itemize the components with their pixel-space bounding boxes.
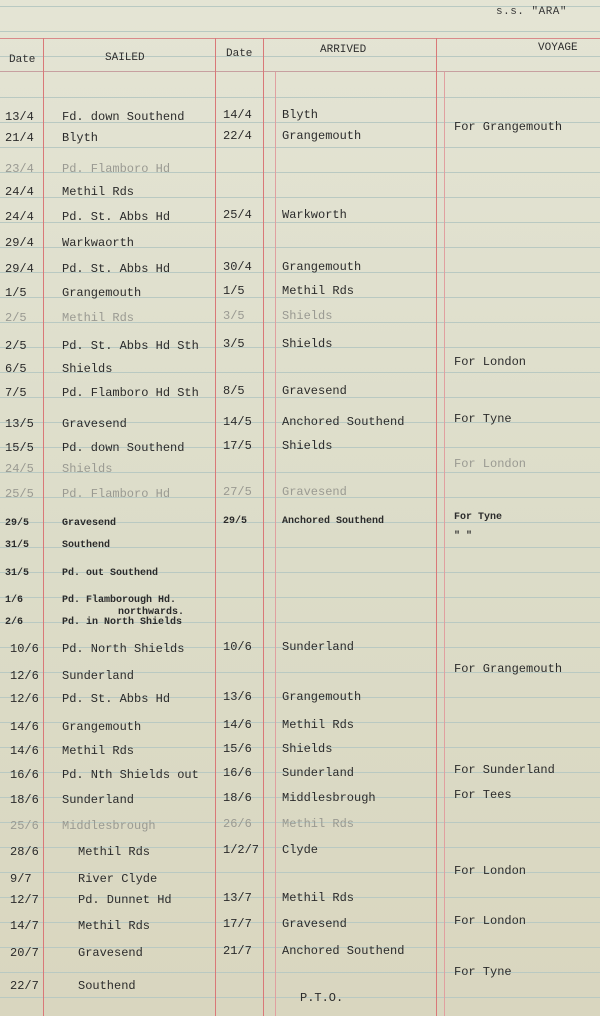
- sailed-date: 12/7: [10, 893, 39, 907]
- voyage-note: For London: [454, 355, 527, 369]
- arrived-place: Warkworth: [282, 208, 347, 222]
- sailed-place: Grangemouth: [62, 720, 142, 734]
- arrived-place: Methil Rds: [282, 284, 355, 298]
- sailed-place: River Clyde: [78, 872, 158, 886]
- sailed-date: 20/7: [10, 946, 39, 960]
- sailed-place: Sunderland: [62, 793, 135, 807]
- arrived-date: 21/7: [223, 944, 252, 958]
- arrived-date: 27/5: [223, 485, 252, 499]
- sailed-place: Gravesend: [62, 417, 127, 431]
- arrived-place: Grangemouth: [282, 129, 362, 143]
- sailed-date: 12/6: [10, 669, 39, 683]
- sailed-date: 23/4: [5, 162, 34, 176]
- arrived-place: Grangemouth: [282, 690, 362, 704]
- arrived-date: 25/4: [223, 208, 252, 222]
- arrived-place: Grangemouth: [282, 260, 362, 274]
- voyage-note: For London: [454, 457, 527, 471]
- sailed-place: Gravesend: [78, 946, 143, 960]
- arrived-date: 10/6: [223, 640, 252, 654]
- sailed-place: Warkwaorth: [62, 236, 135, 250]
- column-divider: [43, 38, 44, 1016]
- sailed-date: 9/7: [10, 872, 32, 886]
- sailed-place: Grangemouth: [62, 286, 142, 300]
- sailed-place: Southend: [78, 979, 136, 993]
- voyage-note: For Tees: [454, 788, 512, 802]
- arrived-date: 30/4: [223, 260, 252, 274]
- sailed-place: Middlesbrough: [62, 819, 156, 833]
- sailed-date: 14/7: [10, 919, 39, 933]
- sailed-date: 1/5: [5, 286, 27, 300]
- sailed-date: 24/4: [5, 185, 34, 199]
- sailed-date: 21/4: [5, 131, 34, 145]
- sailed-date: 29/4: [5, 236, 34, 250]
- arrived-place: Shields: [282, 337, 333, 351]
- sailed-date: 13/5: [5, 417, 34, 431]
- arrived-date: 16/6: [223, 766, 252, 780]
- sailed-place: Southend: [62, 540, 111, 551]
- arrived-place: Middlesbrough: [282, 791, 376, 805]
- sailed-date: 29/4: [5, 262, 34, 276]
- sailed-place: Methil Rds: [62, 311, 135, 325]
- voyage-note: " ": [454, 531, 473, 542]
- sailed-date: 15/5: [5, 441, 34, 455]
- sailed-date: 13/4: [5, 110, 34, 124]
- column-divider: [436, 38, 437, 1016]
- header-sailed: SAILED: [105, 52, 145, 64]
- sailed-date: 31/5: [5, 540, 30, 551]
- arrived-date: 26/6: [223, 817, 252, 831]
- sailed-place: Methil Rds: [62, 185, 135, 199]
- sailed-place: Pd. North Shields: [62, 642, 185, 656]
- column-divider: [444, 72, 445, 1016]
- sailed-date: 1/6: [5, 595, 24, 606]
- arrived-date: 8/5: [223, 384, 245, 398]
- sailed-place: Fd. down Southend: [62, 110, 185, 124]
- sailed-place: Pd. Flamboro Hd Sth: [62, 386, 199, 400]
- sailed-place: Shields: [62, 362, 113, 376]
- sailed-date: 2/6: [5, 617, 24, 628]
- arrived-date: 14/6: [223, 718, 252, 732]
- sailed-place: Blyth: [62, 131, 99, 145]
- header-date: Date: [9, 54, 36, 66]
- arrived-place: Gravesend: [282, 485, 347, 499]
- sailed-date: 24/5: [5, 462, 34, 476]
- sailed-date: 25/6: [10, 819, 39, 833]
- sailed-date: 14/6: [10, 720, 39, 734]
- column-divider: [275, 72, 276, 1016]
- voyage-note: For Grangemouth: [454, 120, 563, 134]
- sailed-place: Pd. St. Abbs Hd: [62, 210, 171, 224]
- sailed-date: 14/6: [10, 744, 39, 758]
- sailed-place: Pd. in North Shields: [62, 617, 183, 628]
- column-divider: [263, 38, 264, 1016]
- arrived-date: 17/7: [223, 917, 252, 931]
- header-bottom-rule: [0, 71, 600, 72]
- arrived-date: 29/5: [223, 516, 248, 527]
- sailed-place: Pd. down Southend: [62, 441, 185, 455]
- sailed-place: Pd. St. Abbs Hd: [62, 262, 171, 276]
- arrived-place: Gravesend: [282, 917, 347, 931]
- arrived-date: 18/6: [223, 791, 252, 805]
- arrived-place: Methil Rds: [282, 891, 355, 905]
- arrived-date: 3/5: [223, 337, 245, 351]
- sailed-date: 16/6: [10, 768, 39, 782]
- arrived-date: 1/5: [223, 284, 245, 298]
- arrived-place: Anchored Southend: [282, 516, 385, 527]
- sailed-place: Pd. out Southend: [62, 568, 159, 579]
- arrived-date: 3/5: [223, 309, 245, 323]
- sailed-place: Shields: [62, 462, 113, 476]
- sailed-place: Sunderland: [62, 669, 135, 683]
- sailed-date: 12/6: [10, 692, 39, 706]
- sailed-place: Pd. Nth Shields out: [62, 768, 199, 782]
- arrived-place: Sunderland: [282, 766, 355, 780]
- sailed-date: 29/5: [5, 518, 30, 529]
- sailed-date: 22/7: [10, 979, 39, 993]
- sailed-place: northwards.: [118, 607, 185, 618]
- sailed-date: 25/5: [5, 487, 34, 501]
- sailed-date: 10/6: [10, 642, 39, 656]
- sailed-date: 18/6: [10, 793, 39, 807]
- sailed-date: 2/5: [5, 339, 27, 353]
- sailed-place: Pd. St. Abbs Hd: [62, 692, 171, 706]
- arrived-date: 22/4: [223, 129, 252, 143]
- arrived-date: 1/2/7: [223, 843, 260, 857]
- sailed-date: 24/4: [5, 210, 34, 224]
- sailed-place: Methil Rds: [78, 919, 151, 933]
- voyage-note: For Tyne: [454, 965, 512, 979]
- sailed-date: 28/6: [10, 845, 39, 859]
- header-date-2: Date: [226, 48, 253, 60]
- sailed-place: Methil Rds: [78, 845, 151, 859]
- ship-title: s.s. "ARA": [496, 6, 568, 18]
- sailed-place: Methil Rds: [62, 744, 135, 758]
- voyage-note: For London: [454, 864, 527, 878]
- sailed-place: Gravesend: [62, 518, 117, 529]
- arrived-place: Anchored Southend: [282, 944, 405, 958]
- arrived-date: 15/6: [223, 742, 252, 756]
- voyage-note: For London: [454, 914, 527, 928]
- arrived-place: Shields: [282, 742, 333, 756]
- voyage-note: For Tyne: [454, 412, 512, 426]
- voyage-note: For Sunderland: [454, 763, 555, 777]
- sailed-date: 2/5: [5, 311, 27, 325]
- sailed-place: Pd. Flamborough Hd.: [62, 595, 177, 606]
- pto-note: P.T.O.: [300, 991, 344, 1005]
- sailed-place: Pd. Flamboro Hd: [62, 162, 171, 176]
- arrived-place: Anchored Southend: [282, 415, 405, 429]
- sailed-date: 7/5: [5, 386, 27, 400]
- arrived-date: 14/5: [223, 415, 252, 429]
- sailed-date: 6/5: [5, 362, 27, 376]
- arrived-date: 14/4: [223, 108, 252, 122]
- column-divider: [215, 38, 216, 1016]
- arrived-place: Methil Rds: [282, 817, 355, 831]
- arrived-date: 13/6: [223, 690, 252, 704]
- sailed-place: Pd. St. Abbs Hd Sth: [62, 339, 199, 353]
- arrived-date: 13/7: [223, 891, 252, 905]
- arrived-place: Sunderland: [282, 640, 355, 654]
- arrived-place: Shields: [282, 309, 333, 323]
- header-arrived: ARRIVED: [320, 44, 367, 56]
- arrived-place: Gravesend: [282, 384, 347, 398]
- arrived-place: Shields: [282, 439, 333, 453]
- header-top-rule: [0, 38, 600, 39]
- header-voyage: VOYAGE: [538, 42, 578, 54]
- sailed-place: Pd. Flamboro Hd: [62, 487, 171, 501]
- voyage-note: For Grangemouth: [454, 662, 563, 676]
- arrived-place: Clyde: [282, 843, 319, 857]
- sailed-date: 31/5: [5, 568, 30, 579]
- voyage-note: For Tyne: [454, 512, 503, 523]
- arrived-date: 17/5: [223, 439, 252, 453]
- sailed-place: Pd. Dunnet Hd: [78, 893, 172, 907]
- arrived-place: Methil Rds: [282, 718, 355, 732]
- arrived-place: Blyth: [282, 108, 319, 122]
